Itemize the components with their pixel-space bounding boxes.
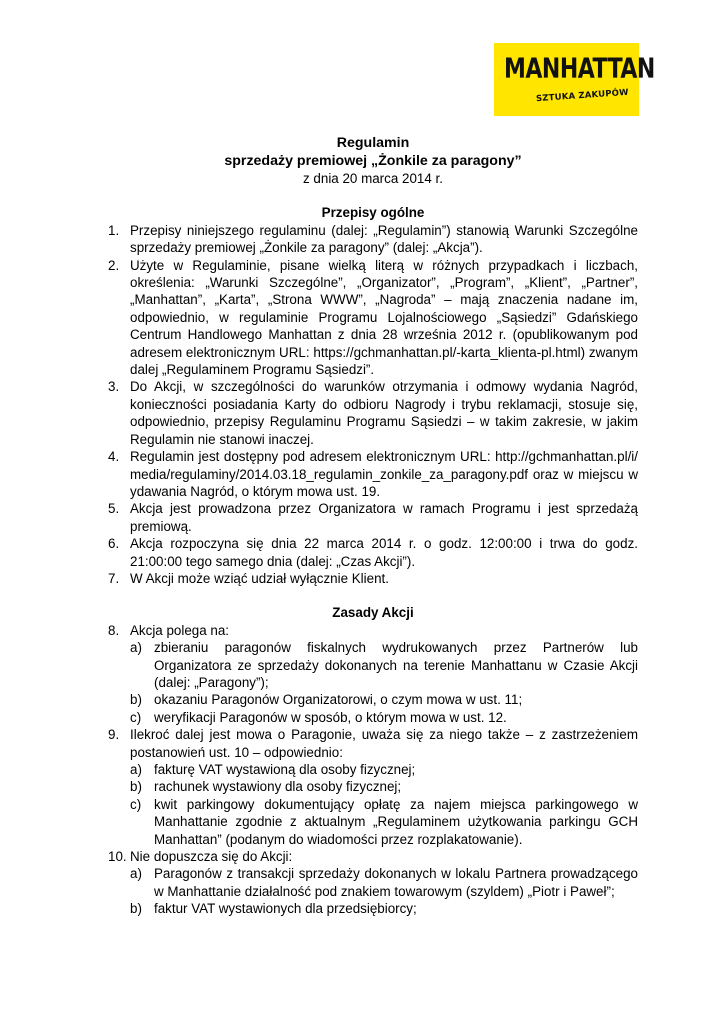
item-text: Przepisy niniejszego regulaminu (dalej: „Regulamin”) stanowią Warunki Szczególne sprzedaży premiowej „Żonkile za paragony” (dalej: „Akcja”). — [130, 222, 638, 256]
item-text: Akcja rozpoczyna się dnia 22 marca 2014 r. o godz. 12:00:00 i trwa do godz. 21:00:00 tego samego dnia (dalej: „Czas Akcji”). — [130, 536, 638, 569]
sub-list-item — [130, 709, 638, 726]
item-text: Użyte w Regulaminie, pisane wielką literą w różnych przypadkach i liczbach, określenia: „Warunki Szczególne”, „Organizator”, „Program”, „Klient”, „Partner”, „Manhattan”, „Karta”, „Strona WWW”, „Nagroda” – mają znaczenia nadane im, odpowiednio, w regulaminie Programu Lojalnościowego „Sąsiedzi” Gdańskiego Centrum Handlowego Manhattan z dnia 28 września 2012 r. (opublikowanym pod adresem elektronicznym URL: https://gchmanhattan.pl/-karta_klienta-pl.html) zwanym dalej „Regulaminem Programu Sąsiedzi”. — [130, 257, 638, 378]
list-item — [108, 448, 638, 500]
sub-item-letter: b) — [130, 901, 142, 917]
list-item — [108, 622, 638, 639]
item-number: 6. — [108, 536, 120, 552]
item-text: Akcja jest prowadzona przez Organizatora w ramach Programu i jest sprzedażą premiową. — [130, 501, 638, 534]
doc-date: z dnia 20 marca 2014 r. — [303, 171, 443, 186]
item-number: 8. — [108, 622, 120, 638]
item-number: 1. — [108, 222, 120, 238]
sub-item-text: rachunek wystawiony dla osoby fizycznej; — [154, 779, 402, 795]
list-item — [108, 257, 638, 379]
list-item — [108, 222, 638, 257]
item-number: 10. — [108, 849, 127, 865]
sub-item-text: fakturę VAT wystawioną dla osoby fizycznej; — [154, 762, 416, 777]
item-number: 2. — [108, 257, 120, 273]
sub-item-letter: c) — [130, 709, 142, 725]
item-text: Do Akcji, w szczególności do warunków otrzymania i odmowy wydania Nagród, konieczności posiadania Karty do odbioru Nagrody i trybu reklamacji, stosuje się, odpowiednio, przepisy Regulaminu Programu Sąsiedzi – w takim zakresie, w jakim Regulamin nie stanowi inaczej. — [130, 379, 638, 447]
sub-item-text: faktur VAT wystawionych dla przedsiębiorcy; — [154, 901, 417, 917]
item-number: 4. — [108, 449, 120, 465]
sub-list-item — [130, 691, 638, 708]
sub-list-item — [130, 900, 638, 917]
section-heading-rules: Zasady Akcji — [332, 605, 414, 621]
item-text: W Akcji może wziąć udział wyłącznie Klient. — [130, 570, 389, 586]
sub-item-letter: a) — [130, 866, 142, 882]
sub-item-letter: b) — [130, 779, 142, 795]
list-item — [108, 378, 638, 448]
item-text: Akcja polega na: — [130, 622, 230, 638]
doc-subtitle: sprzedaży premiowej „Żonkile za paragony” — [224, 153, 522, 169]
sub-item-text: kwit parkingowy dokumentujący opłatę za najem miejsca parkingowego w Manhattanie zgodnie z aktualnym „Regulaminem użytkowania parkingu GCH Manhattan” (podanym do wiadomości przez rozplakatowanie). — [154, 796, 638, 847]
list-item — [108, 535, 638, 570]
list-item — [108, 726, 638, 761]
item-number: 3. — [108, 379, 120, 395]
sub-item-text: weryfikacji Paragonów w sposób, o którym mowa w ust. 12. — [154, 709, 507, 725]
item-number: 9. — [108, 727, 120, 743]
list-item — [108, 500, 638, 535]
item-number: 7. — [108, 570, 120, 586]
manhattan-logo — [494, 43, 655, 116]
sub-list-item — [130, 761, 638, 778]
logo-tagline: SZTUKA ZAKUPÓW — [535, 87, 630, 105]
sub-item-letter: b) — [130, 692, 142, 708]
document-body — [108, 134, 638, 918]
item-text: Nie dopuszcza się do Akcji: — [130, 849, 293, 865]
doc-title: Regulamin — [336, 135, 410, 151]
list-item — [108, 570, 638, 587]
sub-list-item — [130, 639, 638, 691]
sub-list-item — [130, 865, 638, 900]
sub-list-item — [130, 778, 638, 795]
list-item — [108, 848, 638, 865]
sub-item-text: zbieraniu paragonów fiskalnych wydrukowanych przez Partnerów lub Organizatora ze sprzedaży dokonanych na terenie Manhattanu w Czasie Akcji (dalej: „Paragony”); — [154, 640, 638, 690]
item-number: 5. — [108, 501, 120, 517]
section-heading-general: Przepisy ogólne — [321, 205, 425, 221]
sub-item-text: Paragonów z transakcji sprzedaży dokonanych w lokalu Partnera prowadzącego w Manhattanie działalność pod znakiem towarowym (szyldem) „Piotr i Paweł”; — [154, 866, 638, 899]
sub-item-letter: a) — [130, 762, 142, 777]
item-text: Ilekroć dalej jest mowa o Paragonie, uważa się za niego także – z zastrzeżeniem postanowień ust. 10 – odpowiednio: — [130, 727, 638, 760]
sub-item-letter: a) — [130, 640, 142, 656]
sub-item-text: okazaniu Paragonów Organizatorowi, o czym mowa w ust. 11; — [154, 692, 523, 708]
item-text: Regulamin jest dostępny pod adresem elektronicznym URL: http://gchmanhattan.pl/i/media/regulaminy/2014.03.18_regulamin_zonkile_za_paragony.pdf oraz w miejscu wydawania Nagród, o którym mowa ust. 19. — [130, 449, 638, 499]
sub-list-item — [130, 796, 638, 848]
sub-item-letter: c) — [130, 796, 142, 812]
logo-wordmark: MANHATTAN — [504, 53, 655, 85]
